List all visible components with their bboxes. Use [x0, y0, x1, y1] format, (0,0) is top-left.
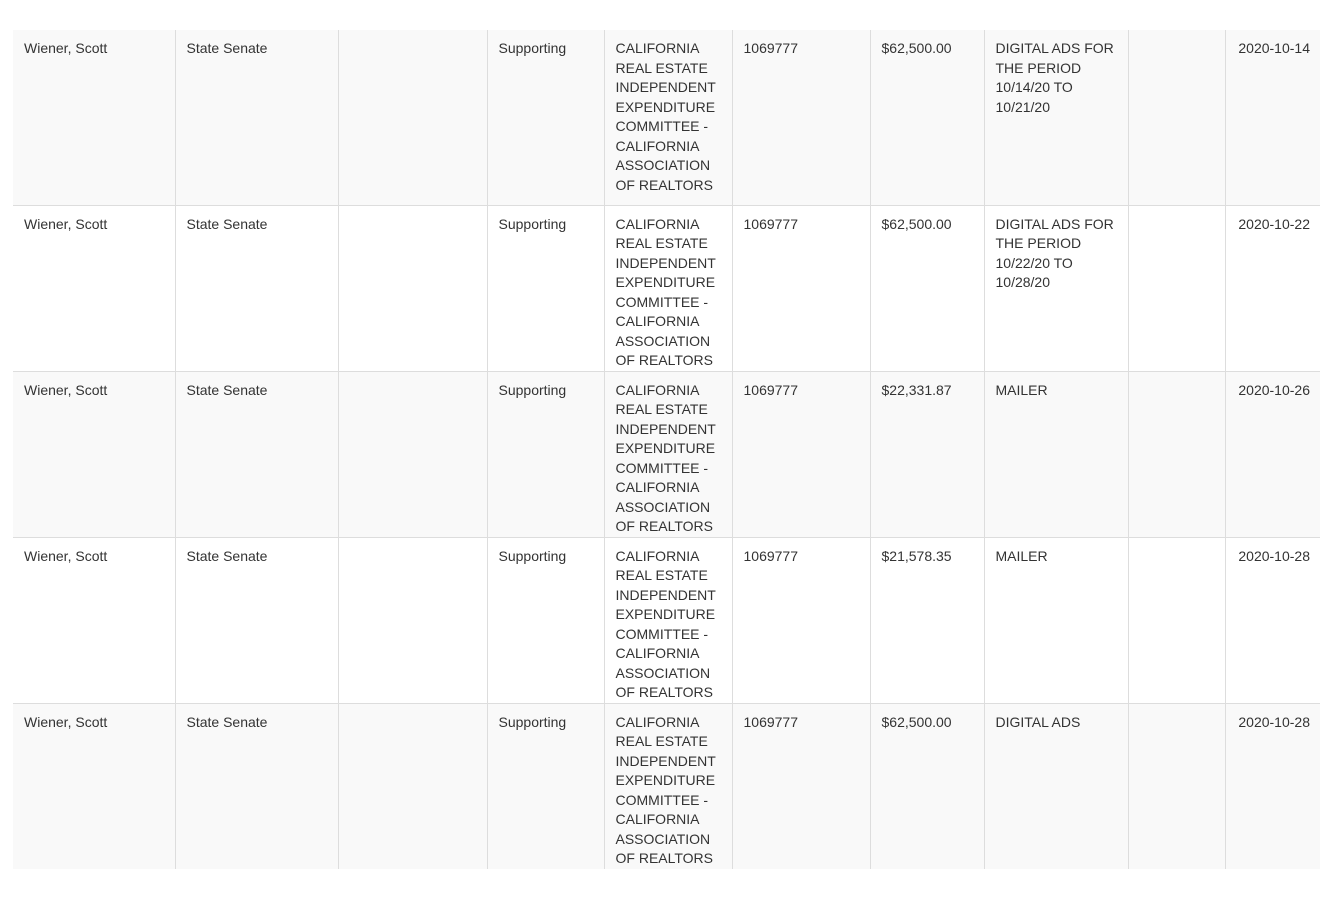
amount-cell: $22,331.87: [870, 371, 984, 537]
measure-cell: [338, 30, 487, 205]
amount-cell: $62,500.00: [870, 703, 984, 869]
office-cell: State Senate: [175, 205, 338, 371]
measure-cell: [338, 703, 487, 869]
committee-cell: CALIFORNIA REAL ESTATE INDEPENDENT EXPENDITURE COMMITTEE - CALIFORNIA ASSOCIATION OF REALTORS: [604, 205, 732, 371]
expenditures-table: [13, 30, 1320, 869]
date-cell: 2020-10-14: [1225, 30, 1320, 205]
description-cell: MAILER: [984, 537, 1128, 703]
committee-id-cell: 1069777: [732, 537, 870, 703]
extra-cell: [1128, 30, 1225, 205]
position-cell: Supporting: [487, 30, 604, 205]
position-cell: Supporting: [487, 371, 604, 537]
extra-cell: [1128, 371, 1225, 537]
table-row: [13, 537, 1320, 703]
extra-cell: [1128, 703, 1225, 869]
date-cell: 2020-10-28: [1225, 537, 1320, 703]
amount-cell: $21,578.35: [870, 537, 984, 703]
description-cell: DIGITAL ADS FOR THE PERIOD 10/22/20 TO 10/28/20: [984, 205, 1128, 371]
candidate-cell: Wiener, Scott: [13, 30, 175, 205]
committee-cell: CALIFORNIA REAL ESTATE INDEPENDENT EXPENDITURE COMMITTEE - CALIFORNIA ASSOCIATION OF REALTORS: [604, 30, 732, 205]
date-cell: 2020-10-28: [1225, 703, 1320, 869]
date-cell: 2020-10-26: [1225, 371, 1320, 537]
office-cell: State Senate: [175, 371, 338, 537]
measure-cell: [338, 537, 487, 703]
measure-cell: [338, 371, 487, 537]
position-cell: Supporting: [487, 205, 604, 371]
office-cell: State Senate: [175, 30, 338, 205]
committee-id-cell: 1069777: [732, 703, 870, 869]
table-row: [13, 371, 1320, 537]
table-row: [13, 205, 1320, 371]
committee-id-cell: 1069777: [732, 205, 870, 371]
extra-cell: [1128, 205, 1225, 371]
committee-cell: CALIFORNIA REAL ESTATE INDEPENDENT EXPENDITURE COMMITTEE - CALIFORNIA ASSOCIATION OF REALTORS: [604, 537, 732, 703]
table-row: [13, 30, 1320, 205]
extra-cell: [1128, 537, 1225, 703]
amount-cell: $62,500.00: [870, 205, 984, 371]
office-cell: State Senate: [175, 537, 338, 703]
candidate-cell: Wiener, Scott: [13, 537, 175, 703]
description-cell: DIGITAL ADS FOR THE PERIOD 10/14/20 TO 10/21/20: [984, 30, 1128, 205]
position-cell: Supporting: [487, 703, 604, 869]
candidate-cell: Wiener, Scott: [13, 371, 175, 537]
expenditures-table-viewport: [13, 30, 1320, 894]
table-row: [13, 703, 1320, 869]
committee-cell: CALIFORNIA REAL ESTATE INDEPENDENT EXPENDITURE COMMITTEE - CALIFORNIA ASSOCIATION OF REALTORS: [604, 703, 732, 869]
committee-id-cell: 1069777: [732, 30, 870, 205]
description-cell: DIGITAL ADS: [984, 703, 1128, 869]
office-cell: State Senate: [175, 703, 338, 869]
description-cell: MAILER: [984, 371, 1128, 537]
amount-cell: $62,500.00: [870, 30, 984, 205]
position-cell: Supporting: [487, 537, 604, 703]
measure-cell: [338, 205, 487, 371]
committee-id-cell: 1069777: [732, 371, 870, 537]
date-cell: 2020-10-22: [1225, 205, 1320, 371]
committee-cell: CALIFORNIA REAL ESTATE INDEPENDENT EXPENDITURE COMMITTEE - CALIFORNIA ASSOCIATION OF REALTORS: [604, 371, 732, 537]
candidate-cell: Wiener, Scott: [13, 205, 175, 371]
candidate-cell: Wiener, Scott: [13, 703, 175, 869]
